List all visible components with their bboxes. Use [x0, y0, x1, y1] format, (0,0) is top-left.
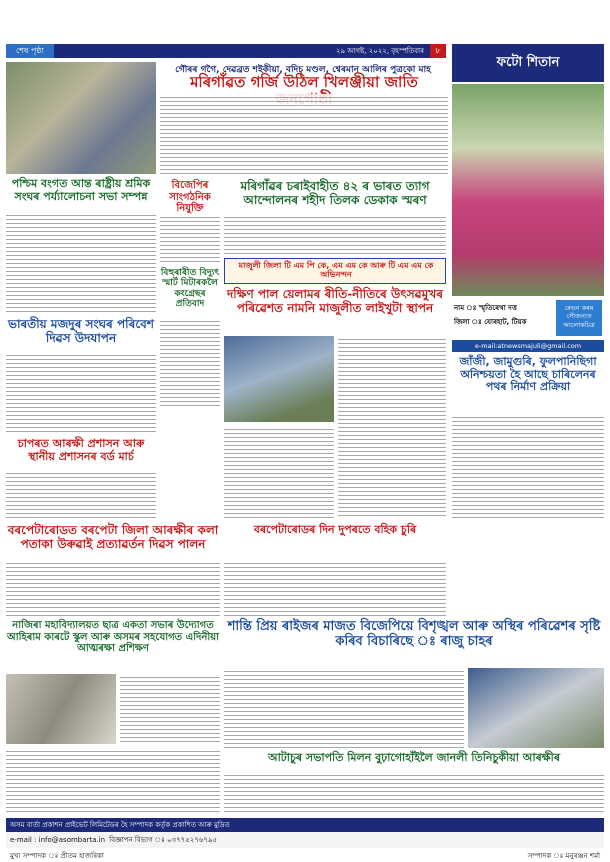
workers-headline: পশ্চিম বংগত আন্ত ৰাষ্ট্ৰীয় শ্ৰমিক সংঘৰ পৰ্য্যালোচনা সভা সম্পন্ন [11, 177, 151, 203]
college-body-bottom [6, 748, 220, 814]
theft-body [224, 560, 446, 616]
electricity-headline: বিহুৰাৰীত বিদ্যুৎ স্মাৰ্ট মিটাৰকলৈ কংগ্ৰেছৰ প্ৰতিবাদ [160, 268, 220, 310]
majuli-body-left [224, 426, 334, 518]
bjp-headline: বিজেপিৰ সাংগঠনিক নিযুক্তি [169, 180, 211, 214]
footer [6, 818, 604, 858]
main-story-body [160, 94, 448, 176]
page-number: ৮ [430, 44, 446, 58]
boxed-quote-text: মাজুলী জিলা টি এম পি কে, এম এম কে আৰু টি এম এম কে অভিনন্দন [238, 261, 434, 280]
top-strip-headline: গৌৰৰ গগৈ, দেৱব্ৰত শইকীয়া, বদিচ মণ্ডল, শ্বেৰমান আলিৰ পুত্ৰকো মাহ [175, 65, 431, 75]
jauji-headline: জাঁজী, জামুগুৰি, ফুলপানিছিগা অনিশ্চয়তা হৈ আছে চাৰিলেনৰ পথৰ নিৰ্মাণ প্ৰক্ৰিয়া [459, 355, 597, 394]
environment-body [6, 352, 156, 434]
bodoland-headline: বৰপেটাৰোডত বৰপেটা জিলা আৰক্ষীৰ কলা পতাকা উৰুৱাই প্ৰত্যাৱৰ্তন দিৱস পালন [7, 523, 219, 551]
peace-photo [468, 668, 604, 748]
photo-district: জিলা ঃ যোৰহাট, টিয়ক [454, 318, 527, 326]
tinsukia-body [224, 772, 604, 814]
footer-email: e-mail : info@asombarta.in [10, 836, 106, 844]
bodoland-body [6, 560, 220, 616]
sacrifice-headline: মৰিগাঁৱৰ চৰাইবাহীত ৪২ ৰ ভাৰত ত্যাগ আন্দোলনৰ শহীদ তিলক ডেকাক স্মৰণ [240, 179, 430, 207]
section-tab: শেষ পৃষ্ঠা [6, 44, 54, 58]
college-photo [6, 674, 116, 744]
jauji-body [452, 414, 604, 518]
mahila-body [6, 470, 156, 518]
photo-credit-tag: ৰেভন কৰৰ সৌজন্যত আলোকচিত্ৰ [556, 300, 602, 336]
theft-headline: বৰপেটাৰোডৰ দিন দুপৰতে বহিক চুৰি [253, 523, 417, 536]
workers-body [6, 212, 156, 312]
college-headline: নাজিৰা মহাবিদ্যালয়ত ছাত্ৰ একতা সভাৰ উদ্যোগত আহিৰাম কাৰটে স্কুল আৰু অসমৰ সহযোগত এদিনীয়া আত্মৰক্ষা প্ৰশিক্ষণ [7, 620, 219, 654]
sacrifice-body [224, 214, 446, 256]
electricity-body [160, 318, 220, 408]
majuli-photo [224, 336, 334, 422]
photo-name: নাম ঃ স্মৃতিৰেখা দত্ত [454, 304, 517, 312]
main-headline: মৰিগাঁৱত গৰ্জি উঠিল খিলঞ্জীয়া জাতি [190, 73, 418, 91]
footer-line1: অসম বাৰ্তা প্ৰকাশন প্ৰাইভেট লিমিটেডৰ হৈ সম্পাদক কৰ্তৃক প্ৰকাশিত আৰু মুদ্ৰিত [6, 818, 604, 832]
majuli-body-right [338, 336, 446, 518]
college-body-right [120, 674, 220, 744]
mahila-headline: চাপৰত আৰক্ষী প্ৰশাসন আৰু স্থানীয় প্ৰশাসনৰ বৰ্ড মাৰ্চ [17, 437, 145, 463]
peace-body [224, 668, 464, 748]
environment-headline: ভাৰতীয় মজদুৰ সংঘৰ পৰিবেশ দিৱস উদযাপন [8, 317, 154, 345]
issue-date: ২৯ আগষ্ট, ২০২২, বৃহস্পতিবাৰ [335, 47, 424, 55]
majuli-headline: দক্ষিণ পাল য়েলামৰ ৰীতি-নীতিৰে উৎসৱমুখৰ পৰিৱেশত নামনি মাজুলীত লাইখুটা স্থাপন [226, 287, 443, 315]
footer-editor: সম্পাদক ঃ মনুৰঞ্জন শৰ্মা [527, 852, 600, 860]
footer-chief-editor: মুখ্য সম্পাদক ঃ প্ৰীতম হাজৰিকা [10, 852, 104, 860]
footer-phone: বিজ্ঞাপন বিভাগ ঃ ০৩৭৭৫২৭৬৭৯৫ [109, 836, 218, 844]
tinsukia-headline: আটাচুৰ সভাপতি মিলন বুঢ়াগোহাঁইলৈ জানলী তিনিচুকীয়া আৰক্ষীৰ [267, 751, 561, 764]
workers-meeting-photo [6, 62, 156, 174]
photo-section-title: ফটো শিতান [452, 44, 604, 82]
photo-email: e-mail:atnewsmajuli@gmail.com [452, 340, 604, 352]
bjp-body [160, 214, 220, 264]
featured-portrait [452, 84, 604, 296]
peace-headline: শান্তি প্ৰিয় ৰাইজৰ মাজত বিজেপিয়ে বিশৃঙ্খল আৰু অস্থিৰ পৰিৱেশৰ সৃষ্টি কৰিব বিচাৰিছে ঃ ৰাজু চাহৰ [227, 619, 601, 649]
